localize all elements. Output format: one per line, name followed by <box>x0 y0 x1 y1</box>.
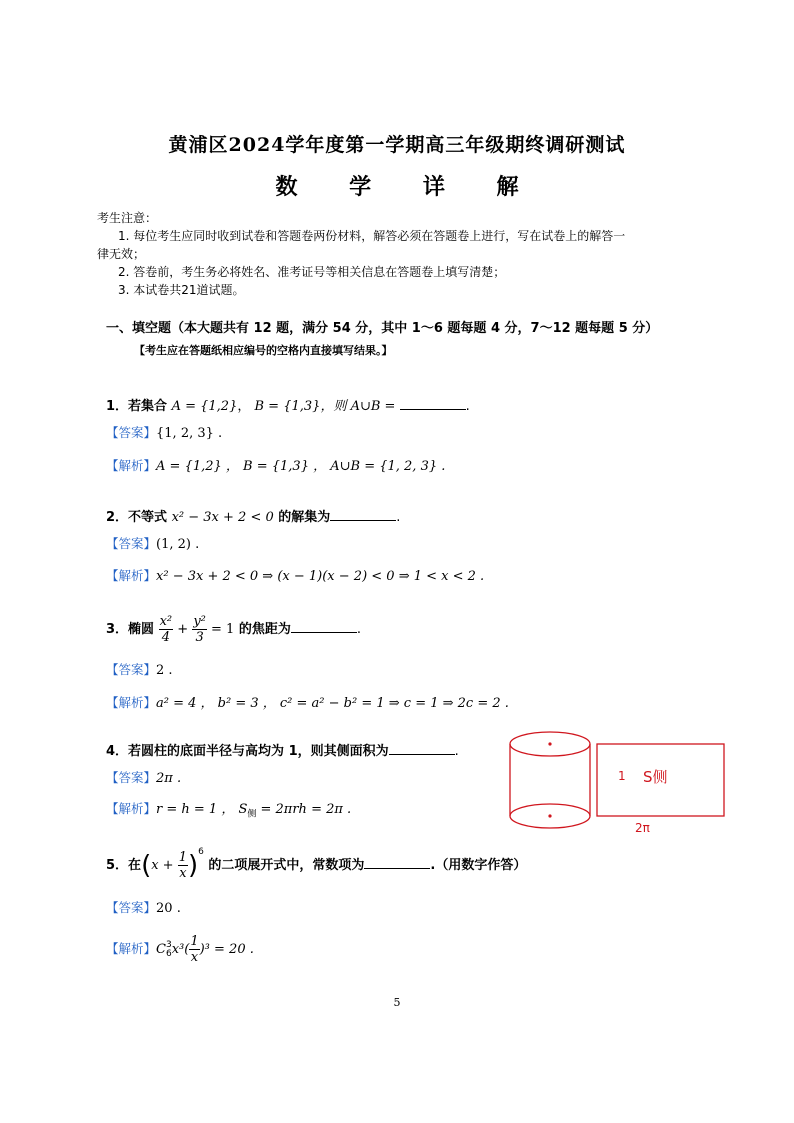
analysis-tag: 【解析】 <box>106 458 157 473</box>
top-center-dot <box>548 742 551 745</box>
analysis-tag: 【解析】 <box>106 801 157 816</box>
exam-subtitle <box>0 170 794 201</box>
subtitle-char: 数 <box>275 175 298 200</box>
question-stem: 椭圆 <box>128 622 159 637</box>
question-1 <box>106 395 470 414</box>
punct: ， <box>237 399 251 414</box>
punct: . <box>396 510 401 525</box>
subscript: 6 <box>165 948 172 959</box>
answer-tag: 【答案】 <box>106 900 157 915</box>
question-4 <box>106 740 459 759</box>
punct: . <box>356 622 361 637</box>
exam-title: 黄浦区2024学年度第一学期高三年级期终调研测试 <box>168 134 626 156</box>
question-number: 4． <box>106 744 129 759</box>
analysis-row <box>106 934 254 965</box>
answer-value: 2π . <box>156 771 182 786</box>
question-stem: 不等式 <box>128 510 172 525</box>
question-stem: 的焦距为 <box>234 622 291 637</box>
subtitle-char: 解 <box>496 175 519 200</box>
question-stem: 的解集为 <box>273 510 331 525</box>
analysis-value: r = h = 1 ， S <box>156 802 248 817</box>
math-op: + <box>177 622 189 637</box>
question-stem: 在 <box>128 858 142 873</box>
notes-item-3: 3. 本试卷共21道试题。 <box>118 283 245 297</box>
analysis-value: = 2πrh = 2π . <box>256 802 352 817</box>
bottom-center-dot <box>548 814 551 817</box>
subtitle-char: 详 <box>422 175 445 200</box>
question-3 <box>106 614 361 645</box>
question-number: 2． <box>106 510 129 525</box>
section-title: 一、填空题（本大题共有 12 题，满分 54 分，其中 1～6 题每题 4 分，7～12 题每题 5 分） <box>106 321 659 336</box>
question-stem: 若圆柱的底面半径与高均为 1，则其侧面积为 <box>128 744 389 759</box>
answer-value: (1, 2) . <box>156 537 200 552</box>
fraction-numerator: x² <box>159 614 173 629</box>
question-number: 3． <box>106 622 129 637</box>
sketch-strokes <box>510 732 724 828</box>
fraction-numerator: y² <box>193 614 206 629</box>
fraction <box>178 850 188 881</box>
notes-item-1: 1. 每位考生应同时收到试卷和答题卷两份材料，解答必须在答题卷上进行，写在试卷上的解答一 <box>118 229 626 243</box>
analysis-value: a² = 4 ， b² = 3 ， c² = a² − b² = 1 ⇒ c = 1 ⇒ 2c = 2 . <box>156 696 509 711</box>
fraction <box>192 614 207 645</box>
fraction-denominator: x <box>190 950 199 965</box>
analysis-row <box>106 455 445 474</box>
answer-row <box>106 423 222 441</box>
question-stem: 的二项展开式中，常数项为 <box>203 858 365 873</box>
section-instruction: 【考生应在答题纸相应编号的空格内直接填写结果。】 <box>134 344 393 357</box>
page-number: 5 <box>393 996 401 1009</box>
subscript: 侧 <box>247 809 257 820</box>
answer-blank <box>389 742 455 755</box>
fraction <box>189 934 199 965</box>
notes-item-2: 2. 答卷前，考生务必将姓名、准考证号等相关信息在答题卷上填写清楚； <box>118 265 506 279</box>
fraction-numerator: 1 <box>178 850 187 865</box>
question-number: 5． <box>106 858 129 873</box>
answer-tag: 【答案】 <box>106 770 157 785</box>
width-label: 2π <box>635 821 650 835</box>
answer-tag: 【答案】 <box>106 662 157 677</box>
cylinder-sketch <box>505 728 730 838</box>
area-label: S侧 <box>643 768 668 786</box>
answer-value: 20 . <box>156 901 181 916</box>
superscript: 3 <box>165 939 172 950</box>
analysis-row <box>106 798 351 820</box>
analysis-value: C <box>156 942 166 957</box>
notes-item-1-cont: 律无效； <box>97 247 146 261</box>
answer-blank <box>400 397 466 410</box>
punct: . <box>465 399 470 414</box>
analysis-value: )³ = 20 . <box>199 942 254 957</box>
math-expr: x² − 3x + 2 < 0 <box>171 510 274 525</box>
answer-value: {1, 2, 3} . <box>156 426 223 441</box>
question-number: 1． <box>106 399 129 414</box>
right-paren: ) <box>188 850 199 881</box>
answer-tag: 【答案】 <box>106 425 157 440</box>
fraction <box>159 614 174 645</box>
analysis-value: x² − 3x + 2 < 0 ⇒ (x − 1)(x − 2) < 0 ⇒ 1 < x < 2 . <box>156 569 485 584</box>
question-5 <box>106 846 527 881</box>
question-stem: 若集合 <box>128 399 172 414</box>
punct: . <box>454 744 459 759</box>
analysis-row <box>106 566 484 584</box>
math-expr: B = {1,3} <box>254 399 321 414</box>
height-label: 1 <box>618 769 626 783</box>
analysis-tag: 【解析】 <box>106 941 157 956</box>
math-expr: x + <box>151 858 174 873</box>
analysis-value: x³( <box>171 942 190 957</box>
answer-blank <box>330 508 396 521</box>
answer-row <box>106 898 181 916</box>
math-expr: ，则 A∪B = <box>320 399 396 414</box>
exponent: 6 <box>198 846 204 857</box>
answer-row <box>106 660 173 678</box>
answer-blank <box>291 620 357 633</box>
analysis-tag: 【解析】 <box>106 568 157 583</box>
answer-blank <box>364 856 430 869</box>
fraction-numerator: 1 <box>190 934 199 949</box>
answer-tag: 【答案】 <box>106 536 157 551</box>
notes-heading: 考生注意： <box>97 211 158 225</box>
subtitle-char: 学 <box>349 175 372 200</box>
analysis-row <box>106 692 509 711</box>
answer-row <box>106 534 199 552</box>
fraction-denominator: 3 <box>195 630 204 645</box>
fraction-denominator: x <box>179 866 187 881</box>
answer-value: 2 . <box>156 663 173 678</box>
question-note: .（用数字作答） <box>430 858 527 873</box>
fraction-denominator: 4 <box>161 630 170 645</box>
analysis-value: A = {1,2} ， B = {1,3} ， A∪B = {1, 2, 3} . <box>156 459 446 474</box>
answer-row <box>106 768 181 786</box>
math-expr: = 1 <box>211 622 235 637</box>
question-2 <box>106 506 400 525</box>
analysis-tag: 【解析】 <box>106 695 157 710</box>
left-paren: ( <box>141 850 152 881</box>
math-expr: A = {1,2} <box>171 399 238 414</box>
